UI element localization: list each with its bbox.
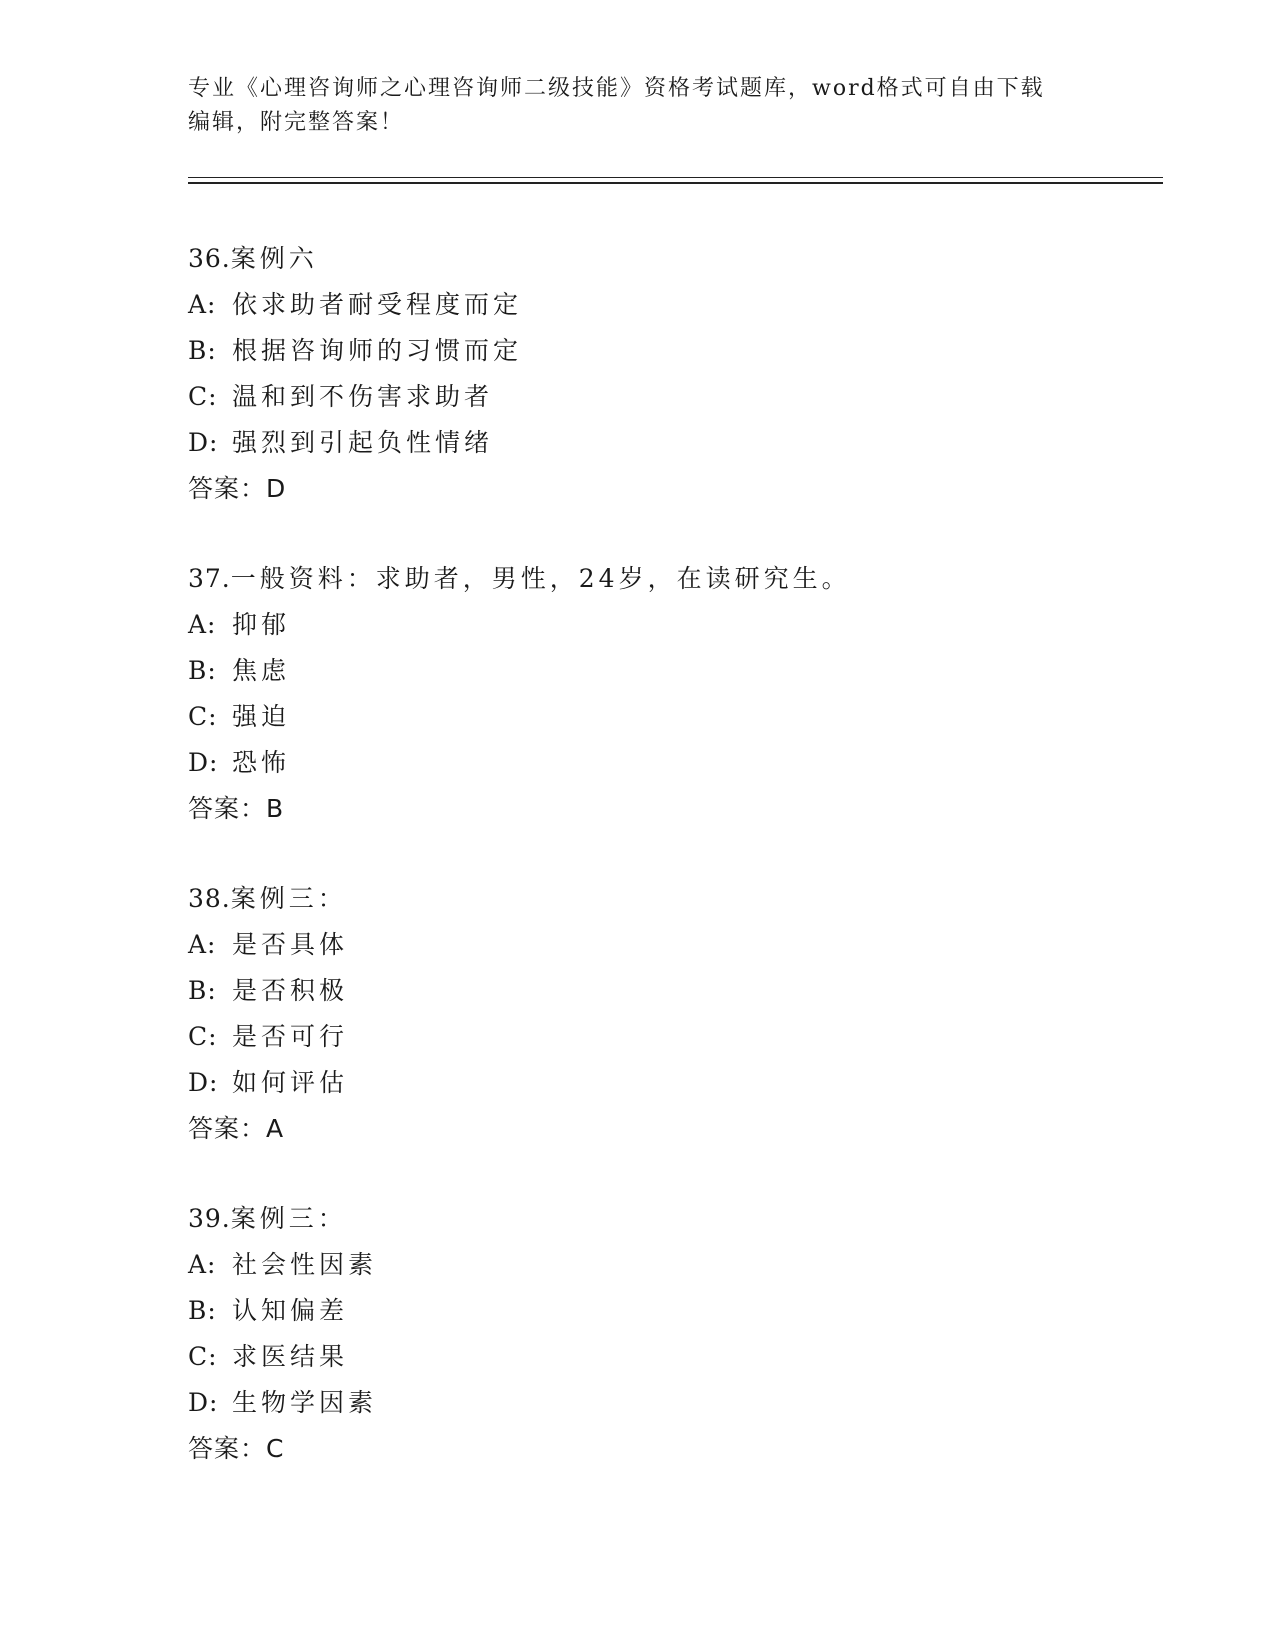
option-a: [188, 282, 1163, 328]
option-letter: C:: [188, 702, 218, 731]
option-d: [188, 1380, 1163, 1426]
option-c: [188, 374, 1163, 420]
option-text: 根据咨询师的习惯而定: [232, 336, 523, 365]
option-text: 焦虑: [232, 656, 291, 685]
option-text: 生物学因素: [232, 1388, 378, 1417]
option-a: [188, 602, 1163, 648]
question-text: 案例三：: [230, 884, 347, 913]
option-letter: D:: [188, 748, 219, 777]
option-text: 是否具体: [232, 930, 349, 959]
option-text: 温和到不伤害求助者: [232, 382, 494, 411]
option-letter: C:: [188, 1022, 218, 1051]
question-stem: [188, 236, 1163, 282]
question-stem: [188, 556, 1163, 602]
question-37: [188, 556, 1163, 832]
question-stem: [188, 1196, 1163, 1242]
option-text: 是否可行: [232, 1022, 349, 1051]
option-d: [188, 740, 1163, 786]
question-38: [188, 876, 1163, 1152]
option-letter: A:: [188, 930, 217, 959]
option-letter: C:: [188, 1342, 218, 1371]
answer-line: 答案：C: [188, 1434, 285, 1463]
option-d: [188, 1060, 1163, 1106]
option-text: 如何评估: [232, 1068, 349, 1097]
question-text: 一般资料：求助者，男性，24岁，在读研究生。: [230, 564, 851, 593]
question-39: [188, 1196, 1163, 1472]
answer-line: 答案：A: [188, 1114, 285, 1143]
option-text: 求医结果: [232, 1342, 349, 1371]
option-letter: B:: [188, 336, 217, 365]
question-number: 38.: [188, 884, 231, 913]
question-number: 37.: [188, 564, 231, 593]
answer-line: 答案：B: [188, 794, 285, 823]
option-c: [188, 1334, 1163, 1380]
option-text: 强迫: [232, 702, 291, 731]
question-text: 案例六: [230, 244, 318, 273]
option-letter: C:: [188, 382, 218, 411]
question-text: 案例三：: [230, 1204, 347, 1233]
question-stem: [188, 876, 1163, 922]
option-b: [188, 968, 1163, 1014]
option-d: [188, 420, 1163, 466]
header-divider-bottom: [188, 182, 1163, 184]
option-letter: D:: [188, 1388, 219, 1417]
question-36: [188, 236, 1163, 512]
option-c: [188, 1014, 1163, 1060]
option-text: 依求助者耐受程度而定: [232, 290, 523, 319]
option-b: [188, 648, 1163, 694]
option-text: 社会性因素: [232, 1250, 378, 1279]
option-a: [188, 922, 1163, 968]
question-number: 36.: [188, 244, 231, 273]
option-letter: D:: [188, 1068, 219, 1097]
option-letter: B:: [188, 976, 217, 1005]
option-text: 强烈到引起负性情绪: [232, 428, 494, 457]
option-letter: D:: [188, 428, 219, 457]
option-letter: A:: [188, 290, 217, 319]
question-list: [188, 236, 1163, 1516]
answer-line: 答案：D: [188, 474, 287, 503]
option-letter: A:: [188, 610, 217, 639]
header-line-1: 专业《心理咨询师之心理咨询师二级技能》资格考试题库，word格式可自由下载: [188, 76, 1045, 101]
option-text: 认知偏差: [232, 1296, 349, 1325]
option-b: [188, 1288, 1163, 1334]
header-line-2: 编辑，附完整答案！: [188, 110, 405, 135]
option-c: [188, 694, 1163, 740]
option-letter: A:: [188, 1250, 217, 1279]
option-b: [188, 328, 1163, 374]
option-text: 是否积极: [232, 976, 349, 1005]
option-letter: B:: [188, 656, 217, 685]
question-number: 39.: [188, 1204, 231, 1233]
header-divider-top: [188, 177, 1163, 178]
option-a: [188, 1242, 1163, 1288]
document-header: [188, 72, 1068, 140]
option-letter: B:: [188, 1296, 217, 1325]
option-text: 抑郁: [232, 610, 291, 639]
option-text: 恐怖: [232, 748, 291, 777]
